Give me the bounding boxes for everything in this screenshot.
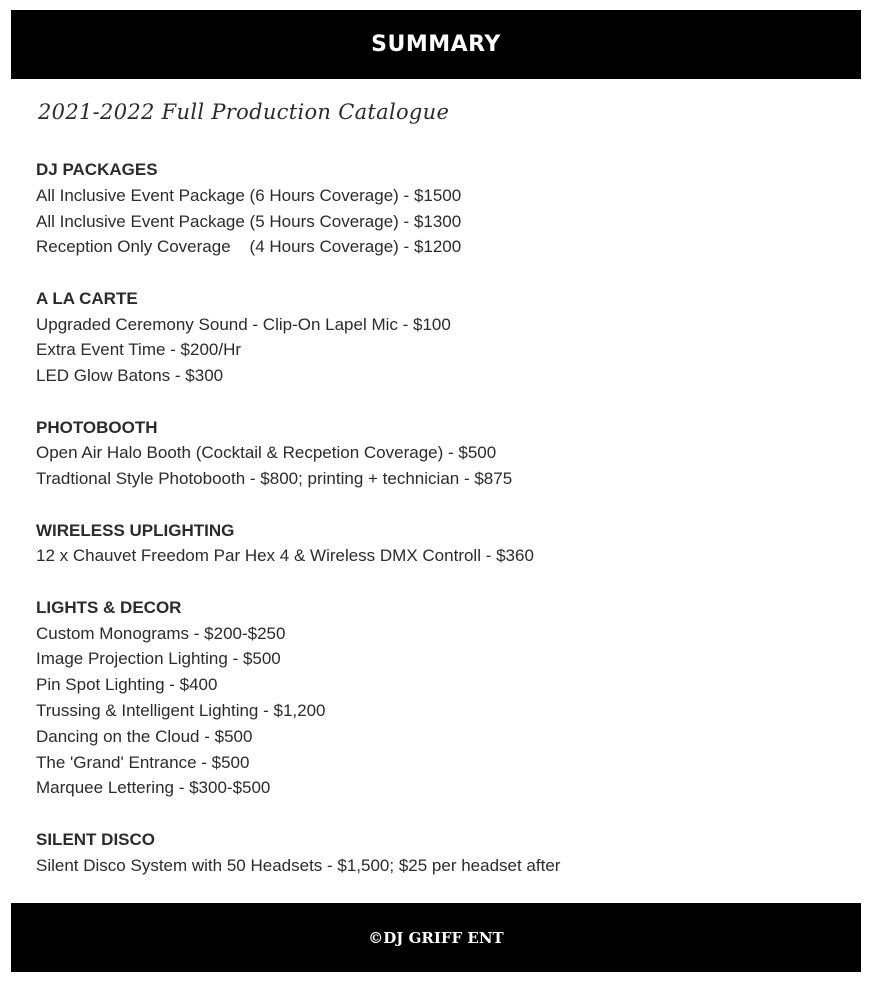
list-item: All Inclusive Event Package (6 Hours Coverage) - $1500 — [36, 185, 462, 205]
footer-bar — [11, 903, 861, 972]
page-title: SUMMARY — [371, 32, 501, 57]
catalogue-title: 2021-2022 Full Production Catalogue — [38, 100, 450, 124]
list-item: Pin Spot Lighting - $400 — [36, 675, 218, 695]
section-title: A LA CARTE — [36, 288, 138, 308]
list-item: Extra Event Time - $200/Hr — [36, 340, 242, 360]
section-title: SILENT DISCO — [36, 829, 156, 849]
section-a-la-carte — [36, 286, 836, 389]
list-item: Reception Only Coverage (4 Hours Coverage) - $1200 — [36, 237, 462, 257]
section-photobooth — [36, 415, 836, 492]
list-item: Upgraded Ceremony Sound - Clip-On Lapel Mic - $100 — [36, 314, 451, 334]
section-title: LIGHTS & DECOR — [36, 597, 182, 617]
copyright-text: ©DJ GRIFF ENT — [368, 928, 504, 947]
list-item: Dancing on the Cloud - $500 — [36, 726, 253, 746]
section-wireless-uplighting — [36, 518, 836, 570]
list-item: 12 x Chauvet Freedom Par Hex 4 & Wireless DMX Controll - $360 — [36, 546, 534, 566]
list-item: Trussing & Intelligent Lighting - $1,200 — [36, 700, 326, 720]
list-item: The 'Grand' Entrance - $500 — [36, 752, 250, 772]
header-bar — [11, 10, 861, 79]
section-title: DJ PACKAGES — [36, 160, 158, 179]
section-lights-decor — [36, 595, 836, 801]
list-item: Silent Disco System with 50 Headsets - $1,500; $25 per headset after — [36, 855, 561, 875]
list-item: Custom Monograms - $200-$250 — [36, 623, 286, 643]
price-list — [36, 157, 836, 904]
list-item: All Inclusive Event Package (5 Hours Coverage) - $1300 — [36, 211, 462, 231]
section-title: WIRELESS UPLIGHTING — [36, 520, 235, 540]
list-item: Marquee Lettering - $300-$500 — [36, 778, 271, 798]
section-dj-packages — [36, 157, 836, 260]
section-title: PHOTOBOOTH — [36, 417, 158, 437]
list-item: Tradtional Style Photobooth - $800; printing + technician - $875 — [36, 469, 513, 489]
list-item: Image Projection Lighting - $500 — [36, 649, 281, 669]
list-item: Open Air Halo Booth (Cocktail & Recpetion Coverage) - $500 — [36, 443, 497, 463]
section-silent-disco — [36, 827, 836, 879]
list-item: LED Glow Batons - $300 — [36, 366, 224, 386]
